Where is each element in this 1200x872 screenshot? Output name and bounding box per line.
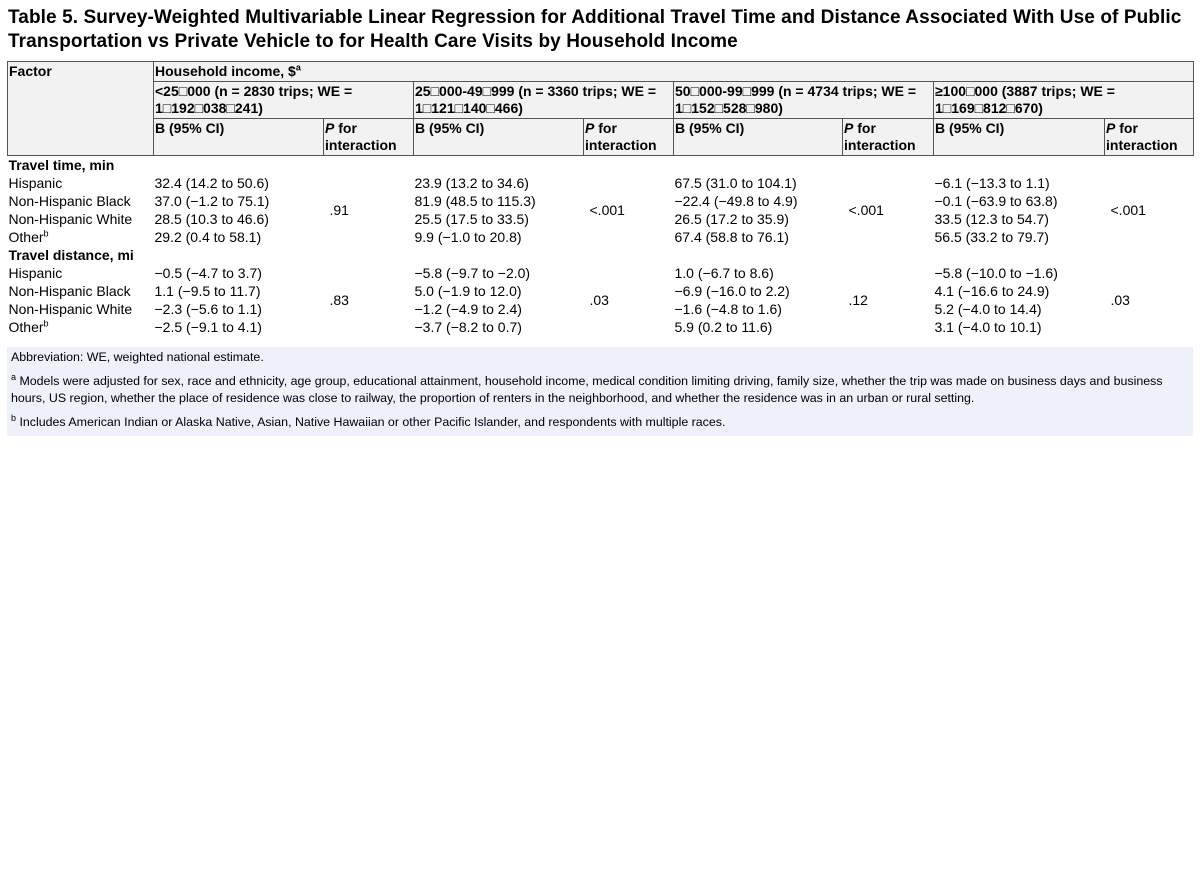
- estimate-cell: −3.7 (−8.2 to 0.7): [414, 319, 522, 335]
- factor-cell: Non-Hispanic White: [8, 301, 133, 317]
- factor-cell: Hispanic: [8, 265, 63, 281]
- table-footnotes: [7, 347, 1193, 436]
- footnote-b: $^b$ Includes American Indian or Alaska Native, Asian, Native Hawaiian or other Pacific Islander, and respondents with multiple races.: [11, 412, 726, 429]
- estimate-cell: −0.1 (−63.9 to 63.8): [934, 193, 1058, 209]
- b-ci-header: B (95% CI): [414, 119, 584, 156]
- p-value-cell: <.001: [848, 202, 884, 218]
- estimate-cell: 9.9 (−1.0 to 20.8): [414, 229, 522, 245]
- estimate-cell: −5.8 (−9.7 to −2.0): [414, 265, 531, 281]
- estimate-cell: 25.5 (17.5 to 33.5): [414, 211, 529, 227]
- table-title: Table 5. Survey-Weighted Multivariable Linear Regression for Additional Travel Time and Distance Associated With Use of Public Transportation vs Private Vehicle to for Health Care Visits by Household Income: [8, 7, 1182, 52]
- estimate-cell: 5.2 (−4.0 to 14.4): [934, 301, 1042, 317]
- p-interaction-header: P for interaction: [843, 119, 934, 156]
- p-value-cell: .83: [329, 292, 349, 308]
- estimate-cell: 67.5 (31.0 to 104.1): [674, 175, 797, 191]
- estimate-cell: −6.1 (−13.3 to 1.1): [934, 175, 1050, 191]
- estimate-cell: 56.5 (33.2 to 79.7): [934, 229, 1049, 245]
- factor-cell: Other$^b$: [8, 228, 49, 245]
- estimate-cell: −1.6 (−4.8 to 1.6): [674, 301, 782, 317]
- estimate-cell: 5.9 (0.2 to 11.6): [674, 319, 773, 335]
- factor-cell: Non-Hispanic Black: [8, 283, 131, 299]
- estimate-cell: 3.1 (−4.0 to 10.1): [934, 319, 1042, 335]
- p-value-cell: .03: [589, 292, 609, 308]
- estimate-cell: −2.5 (−9.1 to 4.1): [154, 319, 262, 335]
- estimate-cell: 81.9 (48.5 to 115.3): [414, 193, 536, 209]
- income-group-header: <25□000 (n = 2830 trips; WE = 1□192□038□241): [154, 82, 414, 119]
- p-value-cell: .03: [1110, 292, 1130, 308]
- b-ci-header: B (95% CI): [674, 119, 843, 156]
- regression-table-container: [7, 61, 1193, 336]
- estimate-cell: 67.4 (58.8 to 76.1): [674, 229, 789, 245]
- factor-header: Factor: [8, 62, 154, 156]
- estimate-cell: 26.5 (17.2 to 35.9): [674, 211, 789, 227]
- abbreviation-note: Abbreviation: WE, weighted national estimate.: [11, 350, 264, 364]
- estimate-cell: −22.4 (−49.8 to 4.9): [674, 193, 798, 209]
- p-interaction-header: P for interaction: [584, 119, 674, 156]
- section-label: Travel distance, mi: [8, 247, 134, 263]
- p-value-cell: .91: [329, 202, 349, 218]
- income-group-header: 50□000-99□999 (n = 4734 trips; WE = 1□152□528□980): [674, 82, 934, 119]
- factor-cell: Non-Hispanic White: [8, 211, 133, 227]
- table-row: [8, 264, 1194, 282]
- income-group-header: 25□000-49□999 (n = 3360 trips; WE = 1□121□140□466): [414, 82, 674, 119]
- section-label: Travel time, min: [8, 157, 115, 173]
- estimate-cell: −1.2 (−4.9 to 2.4): [414, 301, 522, 317]
- footnote-a: $^a$ Models were adjusted for sex, race and ethnicity, age group, educational attainment, household income, medical condition limiting driving, family size, whether the trip was made on business days and business hours, US region, whether the place of residence was close to railway, the proportion of renters in the neighborhood, and whether the residence was in an urban or rural setting.: [11, 371, 1163, 405]
- regression-table: [7, 61, 1194, 336]
- p-value-cell: .12: [848, 292, 868, 308]
- factor-cell: Other$^b$: [8, 318, 49, 335]
- estimate-cell: 28.5 (10.3 to 46.6): [154, 211, 269, 227]
- estimate-cell: 32.4 (14.2 to 50.6): [154, 175, 269, 191]
- estimate-cell: −5.8 (−10.0 to −1.6): [934, 265, 1058, 281]
- estimate-cell: 5.0 (−1.9 to 12.0): [414, 283, 522, 299]
- estimate-cell: 4.1 (−16.6 to 24.9): [934, 283, 1050, 299]
- section-row: [8, 156, 1194, 175]
- estimate-cell: 33.5 (12.3 to 54.7): [934, 211, 1049, 227]
- p-value-cell: <.001: [589, 202, 625, 218]
- b-ci-header: B (95% CI): [934, 119, 1105, 156]
- table-header: [8, 62, 1194, 156]
- estimate-cell: 1.0 (−6.7 to 8.6): [674, 265, 774, 281]
- p-value-cell: <.001: [1110, 202, 1146, 218]
- household-income-header: Household income, \$$^a$: [154, 62, 1194, 82]
- table-body: [8, 156, 1194, 337]
- estimate-cell: 23.9 (13.2 to 34.6): [414, 175, 529, 191]
- estimate-cell: 1.1 (−9.5 to 11.7): [154, 283, 261, 299]
- estimate-cell: −6.9 (−16.0 to 2.2): [674, 283, 790, 299]
- estimate-cell: −0.5 (−4.7 to 3.7): [154, 265, 262, 281]
- factor-cell: Non-Hispanic Black: [8, 193, 131, 209]
- section-row: [8, 246, 1194, 264]
- estimate-cell: 29.2 (0.4 to 58.1): [154, 229, 262, 245]
- income-group-header: ≥100□000 (3887 trips; WE = 1□169□812□670): [934, 82, 1194, 119]
- table-row: [8, 174, 1194, 192]
- estimate-cell: 37.0 (−1.2 to 75.1): [154, 193, 270, 209]
- estimate-cell: −2.3 (−5.6 to 1.1): [154, 301, 262, 317]
- p-interaction-header: P for interaction: [1105, 119, 1194, 156]
- p-interaction-header: P for interaction: [324, 119, 414, 156]
- factor-cell: Hispanic: [8, 175, 63, 191]
- b-ci-header: B (95% CI): [154, 119, 324, 156]
